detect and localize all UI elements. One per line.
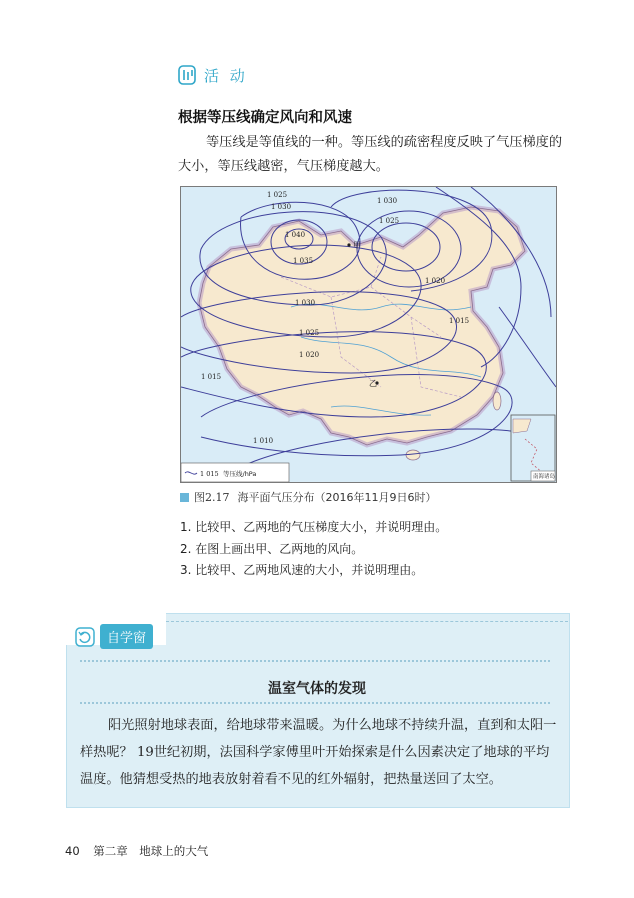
refresh-book-icon [74,626,96,648]
activity-icon [178,64,198,86]
isobar-label: 1 015 [201,373,222,381]
self-study-topline [166,621,568,622]
page-footer [65,843,208,859]
dotted-divider [80,660,550,662]
inset-label: 南海诸岛 [533,474,556,480]
legend-text: 等压线/hPa [223,470,257,478]
caption-label: 图2.17 [194,491,230,504]
isobar-label: 1 025 [379,217,400,225]
isobar-label: 1 020 [299,351,320,359]
legend-value: 1 015 [200,470,219,478]
point-b-label: 乙 [369,379,377,388]
caption-text: 海平面气压分布（2016年11月9日6时） [237,491,437,504]
dotted-divider [80,702,550,704]
activity-header [178,62,248,88]
self-study-title: 温室气体的发现 [268,681,366,697]
question-item: 2. 在图上画出甲、乙两地的风向。 [180,542,364,556]
isobar-label: 1 030 [377,197,398,205]
isobar-label: 1 030 [295,299,316,307]
point-a-label: 甲 [353,241,361,250]
question-item: 3. 比较甲、乙两地风速的大小，并说明理由。 [180,563,424,577]
isobar-label: 1 020 [425,277,446,285]
isobar-label: 1 040 [285,231,306,239]
caption-marker [180,493,189,502]
isobar-label: 1 030 [271,203,292,211]
section-title: 根据等压线确定风向和风速 [178,109,352,126]
pressure-map [180,186,557,483]
isobar-label: 1 025 [267,191,288,199]
self-study-header [74,624,153,649]
intro-paragraph: 等压线是等值线的一种。等压线的疏密程度反映了气压梯度的大小，等压线越密，气压梯度越大。 [178,135,563,174]
activity-label: 活 动 [204,66,248,85]
isobar-label: 1 035 [293,257,314,265]
chapter-title: 第二章 地球上的大气 [93,844,209,858]
figure-caption [180,489,437,505]
self-study-label: 自学窗 [100,624,153,649]
isobar-label: 1 015 [449,317,470,325]
self-study-text: 阳光照射地球表面，给地球带来温暖。为什么地球不持续升温，直到和太阳一样热呢？ 19世纪初期，法国科学家傅里叶开始探索是什么因素决定了地球的平均温度。他猜想受热的地表放射着看不见的红外辐射，把热量送回了太空。 [80,718,557,787]
isobar-label: 1 010 [253,437,274,445]
page-number: 40 [65,844,80,858]
question-item: 1. 比较甲、乙两地的气压梯度大小，并说明理由。 [180,520,448,534]
isobar-label: 1 025 [299,329,320,337]
pressure-map-svg [181,187,556,482]
